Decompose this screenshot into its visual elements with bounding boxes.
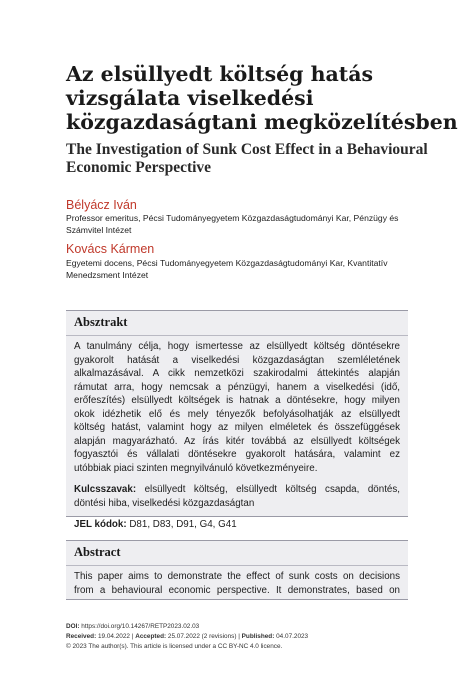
abstract-line: rámutat arra, hogy nemcsak a pénzügyi, hanem a viselkedési (idő, (74, 381, 400, 393)
abstract-en-heading: Abstract (74, 545, 121, 559)
keywords-text: elsüllyedt költség, elsüllyedt költség csapda, döntés, (144, 484, 400, 495)
keywords-line (74, 483, 400, 497)
abstract-hu-body (66, 336, 408, 475)
article-footer (66, 622, 426, 652)
accepted-date: 25.07.2022 (2 revisions) (167, 633, 237, 640)
abstract-en-body (66, 566, 408, 597)
abstract-line: gyakorolt hatását a viselkedési közgazdaságtan szemléletének (74, 354, 400, 366)
author-name-1[interactable]: Bélyácz Iván (66, 198, 137, 212)
title-en-line: The Investigation of Sunk Cost Effect in a Behavioural (66, 141, 428, 158)
author-name-2[interactable]: Kovács Kármen (66, 242, 155, 256)
abstract-line: A tanulmány célja, hogy ismertesse az elsüllyedt költség döntésekre (74, 341, 400, 352)
abstract-line: alapján magyarázható. Az írás kitér továbbá az elsüllyedt költségek (74, 435, 400, 447)
abstract-hu-heading: Absztrakt (74, 315, 128, 329)
abstract-english-box (66, 540, 408, 600)
title-english (66, 141, 426, 177)
published-label: Published: (241, 633, 275, 640)
title-hu-line: Az elsüllyedt költség hatás (66, 62, 374, 86)
abstract-line: költség hatást, valamint hogy az milyen elméletek és összefüggések (74, 422, 400, 433)
abstract-line: utóbbiak piaci szinten megnyilvánuló következményeire. (74, 462, 318, 474)
received-date: 19.04.2022 (97, 633, 130, 640)
jel-values: D81, D83, D91, G4, G41 (129, 519, 237, 530)
jel-codes (66, 510, 408, 532)
license-text: © 2023 The author(s). This article is licensed under a CC BY-NC 4.0 licence. (66, 643, 283, 650)
title-hu-line: vizsgálata viselkedési (66, 86, 314, 110)
published-date: 04.07.2023 (276, 633, 309, 640)
doi-link[interactable]: https://doi.org/10.14267/RETP2023.02.03 (81, 623, 200, 630)
title-en-line: Economic Perspective (66, 159, 212, 176)
dates-row: Received: 19.04.2022 | Accepted: 25.07.2022 (2 revisions) | Published: 04.07.2023 (66, 633, 309, 640)
accepted-label: Accepted: (135, 633, 167, 640)
affiliation-line: Egyetemi docens, Pécsi Tudományegyetem Közgazdaságtudományi Kar, Kvantitatív (66, 258, 388, 268)
keywords-line: döntési hiba, viselkedési közgazdaságtan (74, 497, 255, 509)
abstract-hungarian-box (66, 310, 408, 530)
affiliation-line: Professor emeritus, Pécsi Tudományegyetem Közgazdaságtudományi Kar, Pénzügy és (66, 213, 399, 223)
abstract-line: alkalmazásával. A cikk nemzetközi szakirodalmi áttekintés alapján (74, 368, 400, 379)
keywords-block (66, 475, 408, 510)
abstract-line: erőfeszítés) elsüllyedt költségek is hatnak a döntésekre, hogy milyen (74, 395, 400, 406)
abstract-line: fogyasztói és vállalati döntésekre gyakorolt hatására, valamint ez (74, 449, 400, 460)
title-hu-line: közgazdaságtani megközelítésben (66, 110, 458, 134)
affiliation-line: Menedzsment Intézet (66, 270, 149, 280)
keywords-label: Kulcsszavak: (74, 484, 137, 495)
doi-row (66, 622, 426, 632)
jel-label: JEL kódok: (74, 519, 127, 530)
abstract-line: This paper aims to demonstrate the effect of sunk costs on decisions (74, 571, 400, 582)
title-hungarian (66, 62, 458, 134)
doi-label: DOI: (66, 623, 80, 630)
abstract-line: okok idézhetik elő és mely tényezők befolyásolhatják az elsüllyedt (74, 408, 400, 420)
affiliation-line: Számvitel Intézet (66, 225, 132, 235)
author-affiliation-2 (66, 257, 411, 281)
received-label: Received: (66, 633, 97, 640)
abstract-line: from a behavioural economic perspective. It demonstrates, based on (74, 584, 400, 596)
author-affiliation-1 (66, 212, 411, 236)
